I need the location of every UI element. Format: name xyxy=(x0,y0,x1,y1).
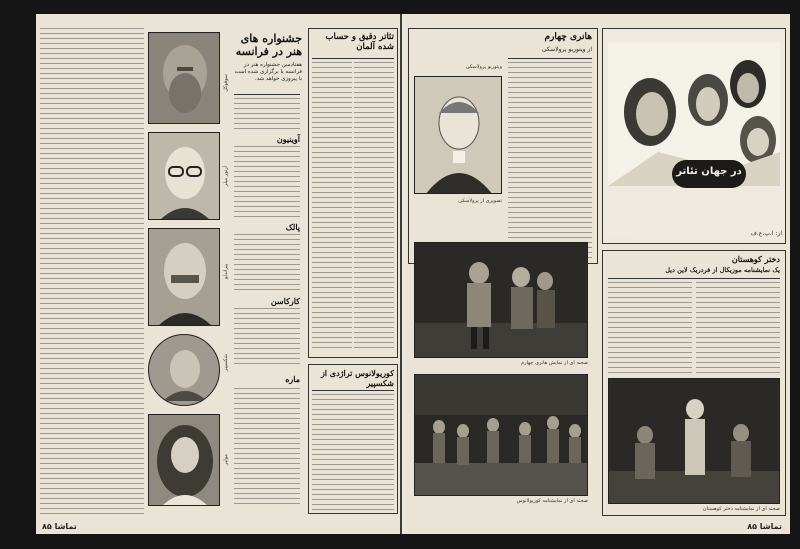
portrait-caption: مولیر xyxy=(223,454,229,466)
left-page xyxy=(36,14,402,534)
portrait-miller xyxy=(148,132,220,220)
hero-author: از: ا.پ.ع.ف xyxy=(750,230,782,237)
body-text xyxy=(234,98,300,130)
scene-photo-coriolanus xyxy=(414,374,588,496)
photo-caption: صحنه ای از نمایش هانری چهارم xyxy=(521,360,588,366)
body-text xyxy=(696,282,780,374)
divider xyxy=(312,390,394,391)
section-heading: آوینیون xyxy=(276,134,300,144)
divider xyxy=(608,278,780,279)
right-page xyxy=(404,14,790,534)
article-subtitle: یک نمایشنامه موزیکال از فردریک لاین دیل xyxy=(665,266,780,274)
article-title: هانری چهارم xyxy=(544,32,592,42)
section-heading: پالک xyxy=(285,222,300,232)
portrait-shakespeare-medallion xyxy=(148,334,220,406)
body-text xyxy=(234,388,300,508)
body-text xyxy=(234,234,300,294)
portrait-caption: آرتور میلر xyxy=(223,166,229,187)
divider xyxy=(508,58,592,59)
body-text xyxy=(508,62,592,258)
section-heading: ماره xyxy=(285,374,300,384)
photo-caption: تصویری از پرولاسکی xyxy=(458,198,502,204)
portrait-caption: ویتوریو پرولاسکی xyxy=(465,64,502,70)
section-heading: کارکاسن xyxy=(270,296,300,306)
scene-photo-mountain xyxy=(608,378,780,504)
body-text xyxy=(312,394,394,510)
body-text xyxy=(354,62,394,352)
body-text xyxy=(234,146,300,218)
hero-title: در جهان تئاتر xyxy=(676,166,742,177)
page-number: تماشا ٨۵ xyxy=(747,522,782,531)
article-lead: هفتادمین جشنواره هنر در فرانسه با برگزاری شده است با پیروزی خواهد شد. xyxy=(234,62,302,82)
portrait-caption: شکسپیر xyxy=(223,354,229,372)
article-title: کوریولانوس تراژدی از شکسپیر xyxy=(320,368,394,388)
article-title: دختر کوهستان xyxy=(731,254,780,264)
portrait-pirandello xyxy=(148,228,220,326)
scene-photo-henry xyxy=(414,242,588,358)
hero-note: دربرگیرنده xyxy=(610,230,633,236)
divider xyxy=(312,58,394,59)
divider xyxy=(234,94,300,95)
article-title: تئاتر دقیق و حساب شده آلمان xyxy=(325,32,394,52)
page-number: ٨۵ تماشا xyxy=(42,522,77,531)
article-subtitle: از ویتوریو پرولاسکی xyxy=(541,46,592,53)
photo-caption: صحنه ای از نمایشنامه دختر کوهستان xyxy=(702,506,780,512)
left-column-text xyxy=(40,28,144,516)
portrait-sophocles xyxy=(148,32,220,124)
portrait-pirandello-drawing xyxy=(414,76,502,194)
photo-caption: صحنه ای از نمایشنامه کوریولانوس xyxy=(516,498,588,504)
portrait-caption: پیراندلو xyxy=(223,264,229,280)
body-text xyxy=(234,308,300,368)
body-text xyxy=(312,62,352,352)
portrait-caption: سوفوکل xyxy=(223,74,229,92)
portrait-moliere xyxy=(148,414,220,506)
article-title: جشنواره های هنر در فرانسه xyxy=(235,32,302,58)
body-text xyxy=(608,282,692,374)
